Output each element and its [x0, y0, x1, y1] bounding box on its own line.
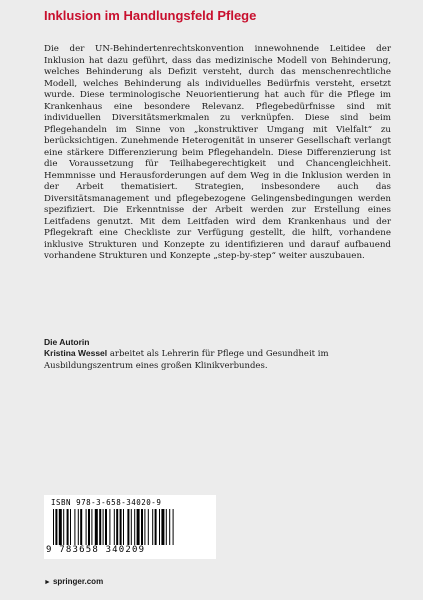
- book-description: Die der UN-Behindertenrechtskonvention innewohnende Leitidee der Inklusion hat dazu geführt, dass das medizinische Modell von Behinderung, welches Behinderung als Defizit versteht, durch das menschenrechtliche Modell, welches Behinderung als individuelles Bedürfnis versteht, ersetzt wurde. Diese terminologische Neuorientierung hat auch für die Pflege im Krankenhaus eine besondere Relevanz. Pflegebedürfnisse sind mit individuellen Diversitätsmerkmalen zu verknüpfen. Diese sind beim Pflegehandeln im Sinne von „konstruktiver Umgang mit Vielfalt“ zu berücksichtigen. Zunehmende Heterogenität in unserer Gesellschaft verlangt eine stärkere Differenzierung beim Pflegehandeln. Diese Differenzierung ist die Voraussetzung für Teilhabegerechtigkeit und Chancengleichheit. Hemmnisse und Herausforderungen auf dem Weg in die Inklusion werden in der Arbeit thematisiert. Strategien, insbesondere auch das Diversitätsmanagement und pflegebezogene Gelingensbedingungen werden spezifiziert. Die Erkenntnisse der Arbeit werden zur Erstellung eines Leitfadens genutzt. Mit dem Leitfaden wird dem Krankenhaus und der Pflegekraft eine Checkliste zur Verfügung gestellt, die hilft, vorhandene inklusive Strukturen und Konzepte zu identifizieren und darauf aufbauend vorhandene Strukturen und Konzepte „step-by-step“ weiter auszubauen.: [44, 44, 391, 261]
- author-name: Kristina Wessel: [44, 348, 108, 358]
- isbn-barcode: [44, 495, 216, 559]
- isbn-label: ISBN 978-3-658-34020-9: [51, 498, 162, 507]
- arrow-right-icon: ►: [44, 579, 51, 586]
- publisher-link[interactable]: [44, 577, 103, 586]
- author-bio: [44, 348, 374, 372]
- barcode-icon: [53, 509, 207, 545]
- isbn-digits: 9 783658 340209: [46, 545, 146, 555]
- author-bio-text: arbeitet als Lehrerin für Pflege und Gesundheit im Ausbildungszentrum eines großen Klinikverbundes.: [44, 349, 329, 371]
- book-title: Inklusion im Handlungsfeld Pflege: [44, 8, 257, 23]
- author-heading: Die Autorin: [44, 337, 90, 347]
- publisher-name: springer.com: [52, 577, 104, 586]
